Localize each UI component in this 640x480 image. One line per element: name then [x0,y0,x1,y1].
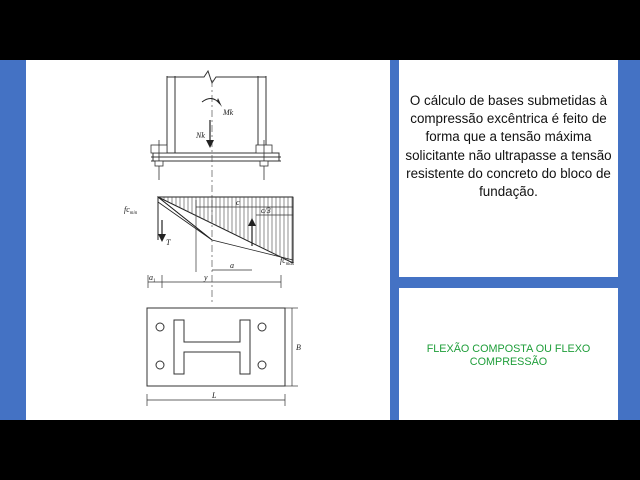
topic-panel [399,288,618,420]
c3-label: c/3 [261,206,271,215]
moment-label: Mk [223,108,234,117]
plan-view [147,308,298,406]
L-label: L [212,391,217,400]
description-panel [399,60,618,277]
base-plate-diagram [26,60,390,420]
c-label: c [236,198,240,207]
diagram-panel [26,60,390,420]
moment-arrowhead [217,98,222,107]
a-label: a [230,261,234,270]
axial-label: Nk [196,131,205,140]
a1-label: $a_1$ [149,273,156,284]
description-text: O cálculo de bases submetidas à compressão excêntrica é feito de forma que a tensão máxima solicitante não ultrapasse a tensão resistente do concreto do bloco de fundação. [405,93,612,200]
fc-min-label: $fc_{min}$ [124,205,138,216]
topic-text: FLEXÃO COMPOSTA OU FLEXO COMPRESSÃO [426,343,591,368]
axial-arrowhead [206,140,214,148]
fc-max-label: $fc_{max}$ [280,256,295,267]
B-label: B [296,343,301,352]
tension-label: T [166,238,171,247]
anchor-bolts [151,140,272,180]
y-label: y [204,273,208,282]
